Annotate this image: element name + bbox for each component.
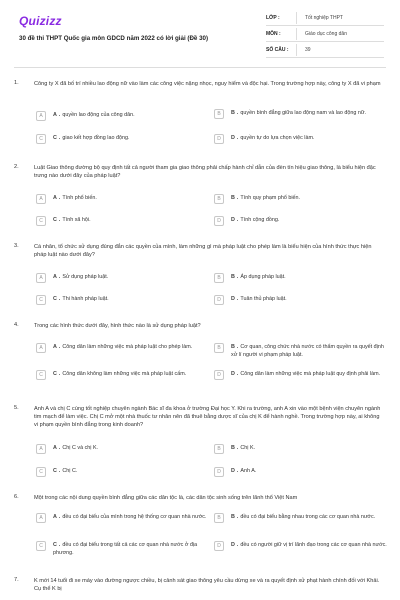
option-text: D . Tính cộng đồng. xyxy=(231,217,280,223)
option-box: A xyxy=(36,111,46,121)
option-d[interactable] xyxy=(214,217,390,226)
option-c[interactable] xyxy=(36,468,212,477)
question-text: Trong các hình thức dưới đây, hình thức nào là sử dụng pháp luật? xyxy=(34,323,201,329)
option-text: A . quyền lao động của công dân. xyxy=(53,112,135,118)
option-text: B . Áp dụng pháp luật. xyxy=(231,274,286,280)
document-header xyxy=(0,0,400,68)
question-number: 3. xyxy=(14,243,19,249)
meta-value: Tốt nghiệp THPT xyxy=(305,14,343,21)
option-c[interactable] xyxy=(36,296,212,305)
option-text: B . Chị K. xyxy=(231,445,256,451)
option-a[interactable] xyxy=(36,274,212,283)
option-text: D . quyền tự do lựa chọn việc làm. xyxy=(231,135,315,141)
quizizz-logo: Quizizz xyxy=(19,14,62,28)
option-b[interactable] xyxy=(214,514,390,523)
option-box: C xyxy=(36,216,46,226)
option-a[interactable] xyxy=(36,112,212,121)
option-b[interactable] xyxy=(214,195,390,204)
question-number: 7. xyxy=(14,577,19,583)
option-box: C xyxy=(36,295,46,305)
question-1 xyxy=(14,80,386,160)
option-c[interactable] xyxy=(36,135,212,144)
option-d[interactable] xyxy=(214,135,390,144)
option-box: B xyxy=(214,513,224,523)
option-text: A . Sử dụng pháp luật. xyxy=(53,274,109,280)
option-text: A . đều có đại biểu của mình trong hệ thống cơ quan nhà nước. xyxy=(53,514,207,520)
option-box: D xyxy=(214,467,224,477)
question-number: 4. xyxy=(14,322,19,328)
meta-row-grade xyxy=(266,10,384,26)
question-text: Một trong các nội dung quyền bình đẳng giữa các dân tộc là, các dân tộc sinh sống trên lãnh thổ Việt Nam xyxy=(34,495,298,501)
option-text: A . Tính phổ biến. xyxy=(53,195,97,201)
option-box: A xyxy=(36,444,46,454)
question-number: 1. xyxy=(14,80,19,86)
option-box: B xyxy=(214,194,224,204)
meta-key: MÔN : xyxy=(266,30,281,37)
header-divider xyxy=(14,67,386,68)
page-title: 30 đề thi THPT Quốc gia môn GDCD năm 2022 có lời giải (Đề 30) xyxy=(19,35,209,42)
option-text: B . đều có đại biểu bằng nhau trong các cơ quan nhà nước. xyxy=(231,514,376,520)
meta-value: 39 xyxy=(305,46,311,53)
option-box: B xyxy=(214,444,224,454)
option-text: D . đều có người giữ vị trí lãnh đạo trong các cơ quan nhà nước. xyxy=(231,542,387,548)
option-a[interactable] xyxy=(36,445,212,454)
option-box: A xyxy=(36,513,46,523)
option-box: D xyxy=(214,370,224,380)
option-text: A . Chị C và chị K. xyxy=(53,445,99,451)
option-box: D xyxy=(214,295,224,305)
option-box: B xyxy=(214,343,224,353)
option-b[interactable] xyxy=(214,110,390,119)
question-number: 6. xyxy=(14,494,19,500)
option-box: B xyxy=(214,273,224,283)
option-d[interactable] xyxy=(214,468,390,477)
question-3 xyxy=(14,243,386,315)
option-c[interactable] xyxy=(36,371,212,380)
question-text: Công ty X đã bố trí nhiều lao động nữ vào làm các công việc nặng nhọc, nguy hiểm và độc hại. Trong trường hợp này, công ty X đã vi phạm xyxy=(34,81,381,87)
option-text: C . Chị C. xyxy=(53,468,78,474)
question-5 xyxy=(14,405,386,485)
question-7 xyxy=(14,577,386,600)
option-box: C xyxy=(36,134,46,144)
meta-row-count xyxy=(266,42,384,58)
option-text: C . giao kết hợp đồng lao động. xyxy=(53,135,130,141)
question-text: K mới 14 tuổi đi xe máy vào đường ngược chiều, bị cảnh sát giao thông yêu cầu dừng xe và ra quyết định xử phạt hành chính đối với Khải. Cụ thể K bị xyxy=(34,578,380,592)
meta-value: Giáo dục công dân xyxy=(305,30,347,37)
question-number: 2. xyxy=(14,164,19,170)
option-text: C . Thi hành pháp luật. xyxy=(53,296,109,302)
option-box: A xyxy=(36,343,46,353)
question-text: Anh A và chị C cùng tốt nghiệp chuyên ngành Bác sĩ đa khoa ở trường Đại học Y. Khi ra trường, anh A xin vào một bệnh viện chuyên ngành tim mạch để làm việc. Chị C mở một nhà thuốc tư nhân nên đã thuê bằng dược sĩ của chị K để hành nghề. Trong trường hợp này, ai không vi phạm quyền bình đẳng trong kinh doanh? xyxy=(34,406,381,428)
option-b[interactable] xyxy=(214,344,390,359)
question-text: Luật Giao thông đường bộ quy định tất cả người tham gia giao thông phải chấp hành chỉ dẫn của đèn tín hiệu giao thông, là biểu hiện đặc trưng nào dưới đây của pháp luật? xyxy=(34,165,376,179)
option-box: A xyxy=(36,194,46,204)
option-text: B . quyền bình đẳng giữa lao động nam và lao động nữ. xyxy=(231,110,367,116)
option-d[interactable] xyxy=(214,296,390,305)
option-a[interactable] xyxy=(36,195,212,204)
meta-key: LỚP : xyxy=(266,14,280,21)
option-text: D . Anh A. xyxy=(231,468,257,474)
option-c[interactable] xyxy=(36,542,212,557)
option-text: D . Tuân thủ pháp luật. xyxy=(231,296,287,302)
option-c[interactable] xyxy=(36,217,212,226)
option-d[interactable] xyxy=(214,542,390,551)
option-box: D xyxy=(214,541,224,551)
option-text: C . Công dân không làm những việc mà pháp luật cấm. xyxy=(53,371,187,377)
option-box: B xyxy=(214,109,224,119)
meta-table xyxy=(266,10,384,58)
option-text: C . đều có đại biểu trong tất cả các cơ quan nhà nước ở địa phương. xyxy=(53,542,198,556)
question-2 xyxy=(14,164,386,236)
option-text: B . Cơ quan, công chức nhà nước có thẩm quyền ra quyết định xử lí người vi phạm pháp luật. xyxy=(231,344,384,358)
option-text: B . Tính quy phạm phổ biến. xyxy=(231,195,301,201)
option-b[interactable] xyxy=(214,274,390,283)
option-box: C xyxy=(36,541,46,551)
option-text: D . Công dân làm những việc mà pháp luật quy định phải làm. xyxy=(231,371,381,377)
option-box: D xyxy=(214,134,224,144)
option-box: A xyxy=(36,273,46,283)
option-text: A . Công dân làm những việc mà pháp luật cho phép làm. xyxy=(53,344,193,350)
option-a[interactable] xyxy=(36,344,212,353)
option-box: D xyxy=(214,216,224,226)
question-6 xyxy=(14,494,386,570)
option-text: C . Tính xã hội. xyxy=(53,217,91,223)
option-d[interactable] xyxy=(214,371,390,380)
meta-key: SỐ CÂU : xyxy=(266,46,289,53)
question-4 xyxy=(14,322,386,392)
question-text: Cá nhân, tổ chức sử dụng đúng đắn các quyền của mình, làm những gì mà pháp luật cho phép làm là biểu hiện của hình thức thực hiện pháp luật nào dưới đây? xyxy=(34,244,372,258)
question-number: 5. xyxy=(14,405,19,411)
option-box: C xyxy=(36,467,46,477)
option-box: C xyxy=(36,370,46,380)
option-b[interactable] xyxy=(214,445,390,454)
option-a[interactable] xyxy=(36,514,212,523)
meta-row-subject xyxy=(266,26,384,42)
